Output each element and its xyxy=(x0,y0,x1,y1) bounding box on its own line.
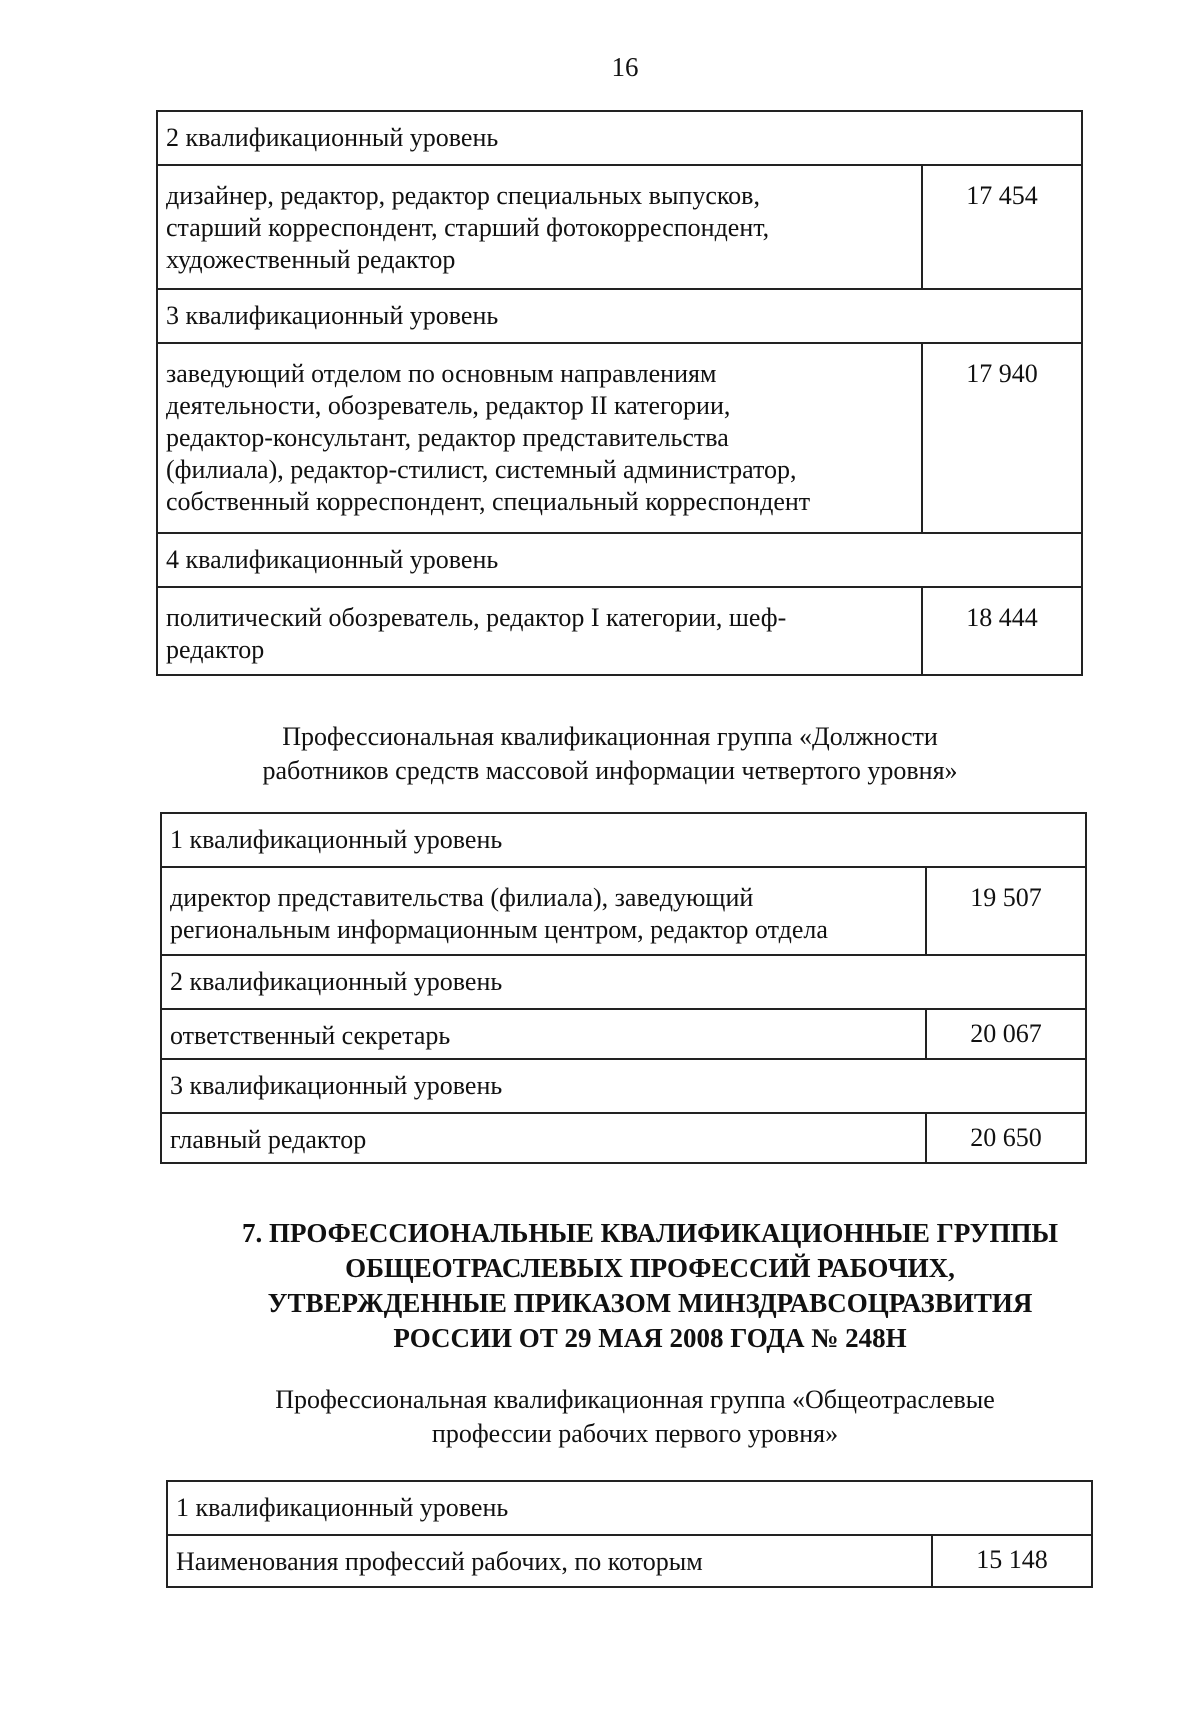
position-list: директор представительства (филиала), заведующий региональным информационным центром, редактор отдела xyxy=(161,867,926,955)
salary-value: 17 454 xyxy=(922,165,1082,289)
qualification-level-label: 3 квалификационный уровень xyxy=(161,1059,1086,1113)
position-list: заведующий отделом по основным направлениям деятельности, обозреватель, редактор II категории, редактор-консультант, редактор представительства (филиала), редактор-стилист, системный администратор, собственный корреспондент, специальный корреспондент xyxy=(157,343,922,533)
table-row xyxy=(161,1059,1086,1113)
table-row xyxy=(167,1535,1092,1587)
table-row xyxy=(157,587,1082,675)
qualification-level-label: 4 квалификационный уровень xyxy=(157,533,1082,587)
qualification-level-label: 1 квалификационный уровень xyxy=(167,1481,1092,1535)
group-caption: Профессиональная квалификационная группа «Должности работников средств массовой информации четвертого уровня» xyxy=(262,722,958,785)
salary-value: 15 148 xyxy=(932,1535,1092,1587)
qualification-level-label: 1 квалификационный уровень xyxy=(161,813,1086,867)
salary-value: 19 507 xyxy=(926,867,1086,955)
salary-value: 20 650 xyxy=(926,1113,1086,1163)
page-number: 16 xyxy=(611,52,639,82)
table-media-fourth-level xyxy=(160,812,1087,1164)
table-row xyxy=(161,867,1086,955)
position-list: дизайнер, редактор, редактор специальных выпусков, старший корреспондент, старший фотокорреспондент, художественный редактор xyxy=(157,165,922,289)
salary-value: 20 067 xyxy=(926,1009,1086,1059)
qualification-level-label: 3 квалификационный уровень xyxy=(157,289,1082,343)
position-list: политический обозреватель, редактор I категории, шеф- редактор xyxy=(157,587,922,675)
position-list: главный редактор xyxy=(161,1113,926,1163)
section-heading: 7. ПРОФЕССИОНАЛЬНЫЕ КВАЛИФИКАЦИОННЫЕ ГРУППЫ ОБЩЕОТРАСЛЕВЫХ ПРОФЕССИЙ РАБОЧИХ, УТВЕРЖДЕННЫЕ ПРИКАЗОМ МИНЗДРАВСОЦРАЗВИТИЯ РОССИИ ОТ 29 МАЯ 2008 ГОДА № 248Н xyxy=(242,1218,1058,1353)
position-list: ответственный секретарь xyxy=(161,1009,926,1059)
qualification-level-label: 2 квалификационный уровень xyxy=(161,955,1086,1009)
table-row xyxy=(161,955,1086,1009)
table-row xyxy=(157,165,1082,289)
table-row xyxy=(157,343,1082,533)
table-row xyxy=(167,1481,1092,1535)
salary-value: 17 940 xyxy=(922,343,1082,533)
position-list: Наименования профессий рабочих, по которым xyxy=(167,1535,932,1587)
table-row xyxy=(161,1009,1086,1059)
group-caption: Профессиональная квалификационная группа «Общеотраслевые профессии рабочих первого уровня» xyxy=(275,1385,995,1448)
table-row xyxy=(157,111,1082,165)
table-row xyxy=(161,1113,1086,1163)
table-workers-first-level xyxy=(166,1480,1093,1588)
salary-value: 18 444 xyxy=(922,587,1082,675)
table-row xyxy=(161,813,1086,867)
table-media-third-level xyxy=(156,110,1083,676)
table-row xyxy=(157,289,1082,343)
table-row xyxy=(157,533,1082,587)
qualification-level-label: 2 квалификационный уровень xyxy=(157,111,1082,165)
